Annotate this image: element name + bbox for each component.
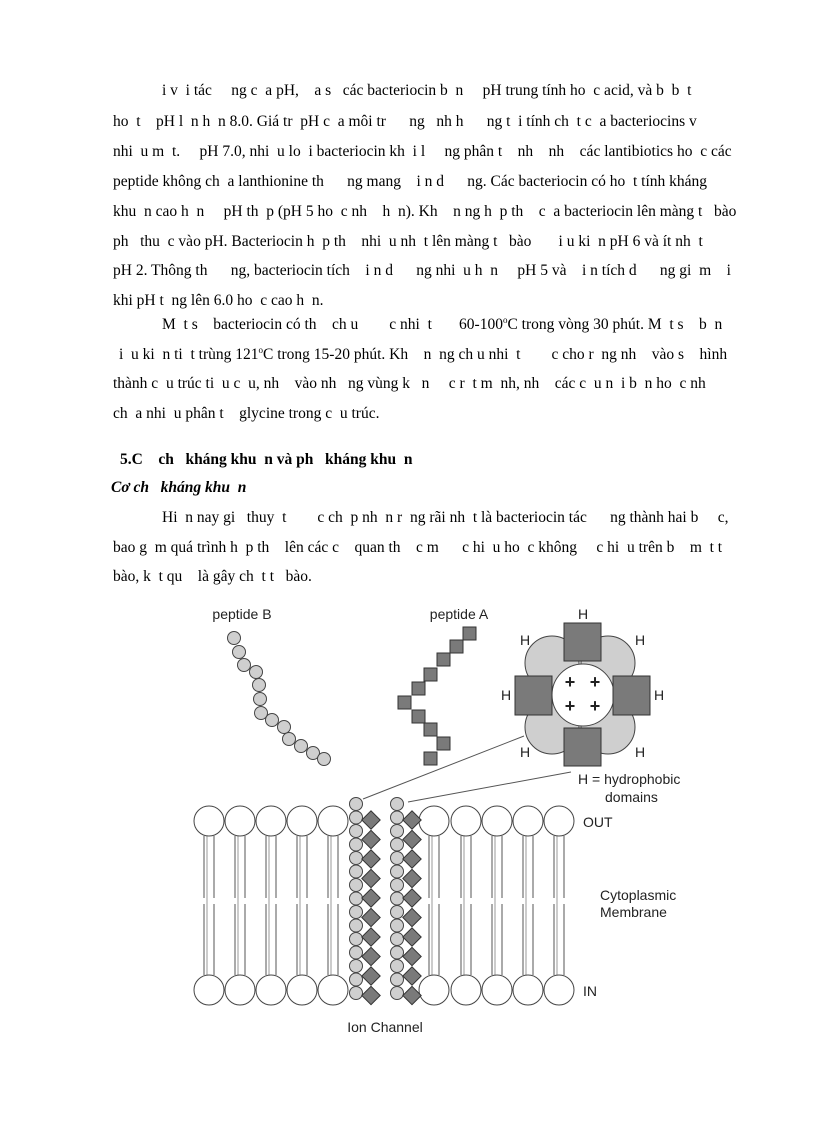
peptide-a-residue	[362, 967, 380, 985]
h-label: H	[653, 687, 665, 703]
peptide-b-residue	[350, 919, 363, 932]
peptide-a-residue	[403, 908, 421, 926]
pore	[552, 664, 614, 726]
text-line: Hi n nay gi thuy t c ch p nh n r ng rãi nh t là bacteriocin tác ng thành hai b c,	[162, 509, 729, 526]
lipid-head	[225, 806, 255, 836]
text-line	[162, 315, 722, 335]
lipid-head	[482, 806, 512, 836]
lipid-head	[256, 975, 286, 1005]
peptide-a-residue	[362, 850, 380, 868]
lipid-head	[287, 806, 317, 836]
peptide-b-residue	[391, 933, 404, 946]
text-segment: C trong 15-20 phút. Kh n ng ch u nhi t c cho r ng nh vào s hình	[263, 346, 728, 363]
peptide-b-residue	[350, 906, 363, 919]
peptide-b-residue	[391, 879, 404, 892]
peptide-b-residue	[350, 892, 363, 905]
peptide-a-residue	[403, 986, 421, 1004]
text-line: peptide không ch a lanthionine th ng mang i n d ng. Các bacteriocin có ho t tính kháng	[113, 173, 708, 190]
text-line: i v i tác ng c a pH, a s các bacteriocin b n pH trung tính ho c acid, và b b t	[162, 82, 692, 99]
peptide-b	[228, 632, 331, 766]
text-line: ph thu c vào pH. Bacteriocin h p th nhi u nh t lên màng t bào i u ki n pH 6 và ít nh t	[113, 233, 703, 250]
peptide-a-residue	[398, 696, 411, 709]
text-line: khu n cao h n pH th p (pH 5 ho c nh h n). Kh n ng h p th c a bacteriocin lên màng t bào	[113, 203, 737, 220]
peptide-a-residue	[412, 710, 425, 723]
plus-sign: +	[589, 672, 601, 692]
lipid-heads	[194, 806, 574, 1005]
peptide-b-residue	[253, 679, 266, 692]
out-label: OUT	[583, 814, 613, 830]
peptide-a-residue	[403, 869, 421, 887]
peptide-a-residue	[403, 928, 421, 946]
membrane-label-1: Cytoplasmic	[600, 887, 677, 903]
peptide-b-residue	[350, 879, 363, 892]
hydrophobic-block	[564, 728, 601, 766]
h-label: H	[577, 606, 589, 622]
text-line: bào, k t qu là gây ch t t bào.	[113, 568, 312, 585]
peptide-a-residue	[424, 723, 437, 736]
legend-line-1: H = hydrophobic	[578, 771, 681, 787]
hydrophobic-block	[613, 676, 650, 715]
text-segment: i u ki n ti t trùng 121	[119, 346, 259, 363]
peptide-b-residue	[350, 973, 363, 986]
peptide-b-residue	[391, 919, 404, 932]
text-line: khi pH t ng lên 6.0 ho c cao h n.	[113, 292, 324, 309]
peptide-b-residue	[318, 753, 331, 766]
peptide-a-residue	[450, 640, 463, 653]
text-segment: C trong vòng 30 phút. M t s b n	[507, 316, 723, 333]
membrane-label-2: Membrane	[600, 904, 667, 920]
ion-channel	[350, 798, 422, 1005]
peptide-b-residue	[238, 659, 251, 672]
peptide-b-residue	[391, 946, 404, 959]
h-label: H	[634, 744, 646, 760]
degree-sup: o	[502, 314, 508, 325]
lipid-head	[544, 806, 574, 836]
text-line: thành c u trúc ti u c u, nh vào nh ng vùng k n c r t m nh, nh các c u n i b n ho c nh	[113, 375, 706, 392]
ion-channel-label: Ion Channel	[347, 1019, 423, 1035]
degree-sup: o	[258, 344, 263, 355]
peptide-a-residue	[403, 967, 421, 985]
lipid-head	[194, 975, 224, 1005]
peptide-a-residue	[362, 986, 380, 1004]
peptide-b-residue	[295, 740, 308, 753]
lipid-head	[451, 806, 481, 836]
peptide-a-residue	[362, 889, 380, 907]
peptide-a-residue	[362, 908, 380, 926]
lipid-head	[544, 975, 574, 1005]
peptide-a-residue	[437, 653, 450, 666]
lipid-head	[318, 975, 348, 1005]
legend-line-2: domains	[605, 789, 658, 805]
peptide-b-residue	[350, 811, 363, 824]
peptide-b-residue	[350, 838, 363, 851]
peptide-a-residue	[424, 668, 437, 681]
pointer-line	[408, 772, 571, 802]
peptide-a-residue	[403, 850, 421, 868]
peptide-b-label: peptide B	[212, 606, 272, 622]
lipid-head	[419, 975, 449, 1005]
peptide-a-residue	[362, 928, 380, 946]
text-line: bao g m quá trình h p th lên các c quan th c m c hi u ho c không c hi u trên b m t t	[113, 539, 723, 556]
plus-sign: +	[589, 696, 601, 716]
h-label: H	[519, 632, 531, 648]
ion-channel-figure	[190, 600, 690, 1040]
peptide-a-residue	[403, 830, 421, 848]
peptide-a-residue	[362, 947, 380, 965]
peptide-a-residue	[403, 889, 421, 907]
peptide-b-residue	[391, 865, 404, 878]
subheading: Cơ ch kháng khu n	[111, 479, 247, 496]
peptide-b-residue	[350, 798, 363, 811]
peptide-b-residue	[391, 892, 404, 905]
peptide-a-residue	[412, 682, 425, 695]
peptide-a-residue	[437, 737, 450, 750]
text-line: nhi u m t. pH 7.0, nhi u lo i bacteriocin kh i l ng phân t nh nh các lantibiotics ho c các	[113, 143, 732, 160]
peptide-b-residue	[233, 646, 246, 659]
h-label: H	[634, 632, 646, 648]
peptide-a-residue	[463, 627, 476, 640]
peptide-b-residue	[391, 852, 404, 865]
peptide-b-residue	[391, 987, 404, 1000]
peptide-b-residue	[266, 714, 279, 727]
peptide-a-residue	[362, 830, 380, 848]
in-label: IN	[583, 983, 597, 999]
plus-sign: +	[564, 696, 576, 716]
text-line: ch a nhi u phân t glycine trong c u trúc.	[113, 405, 380, 422]
peptide-b-residue	[391, 960, 404, 973]
lipid-head	[256, 806, 286, 836]
peptide-b-residue	[254, 693, 267, 706]
plus-sign: +	[564, 672, 576, 692]
text-line: pH 2. Thông th ng, bacteriocin tích i n d ng nhi u h n pH 5 và i n tích d ng gi m i	[113, 262, 731, 279]
peptide-b-residue	[278, 721, 291, 734]
peptide-b-residue	[250, 666, 263, 679]
peptide-b-residue	[228, 632, 241, 645]
peptide-b-residue	[391, 811, 404, 824]
peptide-b-residue	[350, 960, 363, 973]
hydrophobic-block	[564, 623, 601, 661]
peptide-a-residue	[424, 752, 437, 765]
peptide-b-residue	[391, 973, 404, 986]
peptide-b-residue	[391, 838, 404, 851]
peptide-b-residue	[350, 825, 363, 838]
pore-cross-section	[501, 606, 664, 766]
peptide-b-residue	[350, 852, 363, 865]
peptide-b-residue	[350, 865, 363, 878]
lipid-head	[513, 806, 543, 836]
peptide-b-residue	[391, 798, 404, 811]
peptide-b-residue	[350, 987, 363, 1000]
hydrophobic-block	[515, 676, 552, 715]
text-line: ho t pH l n h n 8.0. Giá tr pH c a môi tr ng nh h ng t i tính ch t c a bacteriocins v	[113, 113, 697, 130]
text-line	[119, 345, 727, 365]
lipid-head	[451, 975, 481, 1005]
lipid-tails	[204, 836, 564, 975]
peptide-a	[398, 627, 476, 765]
peptide-a-residue	[362, 811, 380, 829]
lipid-head	[513, 975, 543, 1005]
lipid-head	[318, 806, 348, 836]
peptide-a-residue	[403, 947, 421, 965]
peptide-b-residue	[391, 825, 404, 838]
peptide-a-residue	[403, 811, 421, 829]
peptide-b-residue	[350, 933, 363, 946]
peptide-a-residue	[362, 869, 380, 887]
peptide-b-residue	[350, 946, 363, 959]
peptide-a-label: peptide A	[429, 606, 489, 622]
lipid-head	[194, 806, 224, 836]
lipid-head	[482, 975, 512, 1005]
section-heading: 5.C ch kháng khu n và ph kháng khu n	[120, 451, 413, 468]
text-segment: M t s bacteriocin có th ch u c nhi t 60-100	[162, 316, 503, 333]
lipid-head	[287, 975, 317, 1005]
lipid-head	[225, 975, 255, 1005]
peptide-b-residue	[283, 733, 296, 746]
h-label: H	[500, 687, 512, 703]
lipid-head	[419, 806, 449, 836]
h-label: H	[519, 744, 531, 760]
peptide-b-residue	[391, 906, 404, 919]
